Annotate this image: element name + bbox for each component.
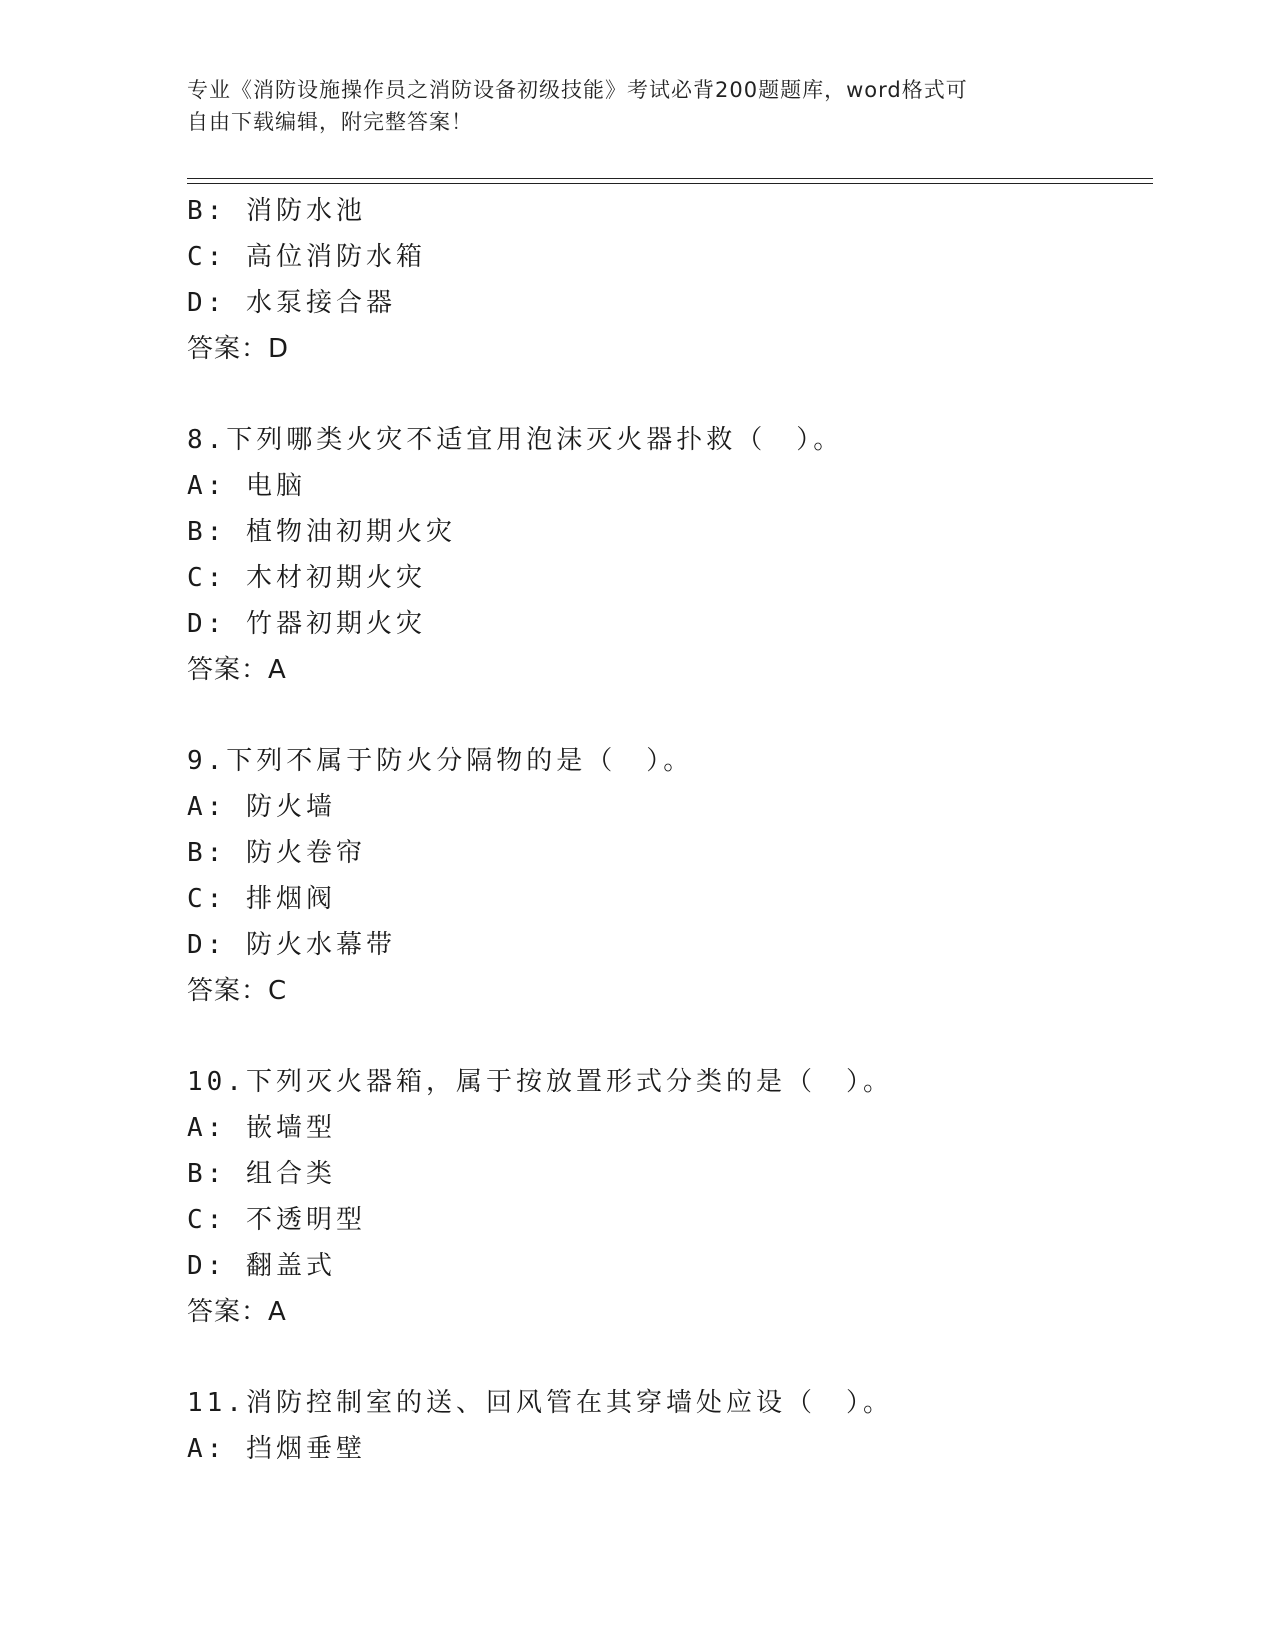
option-c: C: 不透明型 [187,1205,366,1235]
option-b: B: 组合类 [187,1159,336,1189]
option-c: C: 排烟阀 [187,884,336,914]
header-divider-bottom [187,183,1153,184]
block-spacer [187,693,1153,738]
option-d: D: 防火水幕带 [187,930,396,960]
question-block-7 [187,188,1153,372]
option-c: C: 木材初期火灾 [187,563,426,593]
question-text: 8.下列哪类火灾不适宜用泡沫灭火器扑救（ ）。 [187,425,844,455]
header-line-2: 自由下载编辑，附完整答案！ [187,110,473,134]
option-d: D: 翻盖式 [187,1251,336,1281]
question-text: 11.消防控制室的送、回风管在其穿墙处应设（ ）。 [187,1388,893,1418]
option-c: C: 高位消防水箱 [187,242,426,272]
option-d: D: 竹器初期火灾 [187,609,426,639]
question-list [187,188,1153,1472]
answer-line: 答案：C [187,976,288,1006]
answer-line: 答案：A [187,1297,287,1327]
answer-line: 答案：A [187,655,287,685]
question-text: 9.下列不属于防火分隔物的是（ ）。 [187,746,694,776]
document-header [187,74,1067,138]
option-a: A: 挡烟垂壁 [187,1434,366,1464]
header-divider-top [187,178,1153,179]
block-spacer [187,372,1153,417]
question-text: 10.下列灭火器箱，属于按放置形式分类的是（ ）。 [187,1067,893,1097]
question-block-8 [187,417,1153,693]
answer-line: 答案：D [187,334,290,364]
option-b: B: 消防水池 [187,196,366,226]
question-block-10 [187,1059,1153,1335]
option-b: B: 防火卷帘 [187,838,366,868]
option-b: B: 植物油初期火灾 [187,517,456,547]
question-block-11 [187,1380,1153,1472]
block-spacer [187,1335,1153,1380]
option-a: A: 防火墙 [187,792,336,822]
block-spacer [187,1014,1153,1059]
option-a: A: 电脑 [187,471,306,501]
question-block-9 [187,738,1153,1014]
header-line-1: 专业《消防设施操作员之消防设备初级技能》考试必背200题题库，word格式可 [187,78,968,102]
option-a: A: 嵌墙型 [187,1113,336,1143]
option-d: D: 水泵接合器 [187,288,396,318]
